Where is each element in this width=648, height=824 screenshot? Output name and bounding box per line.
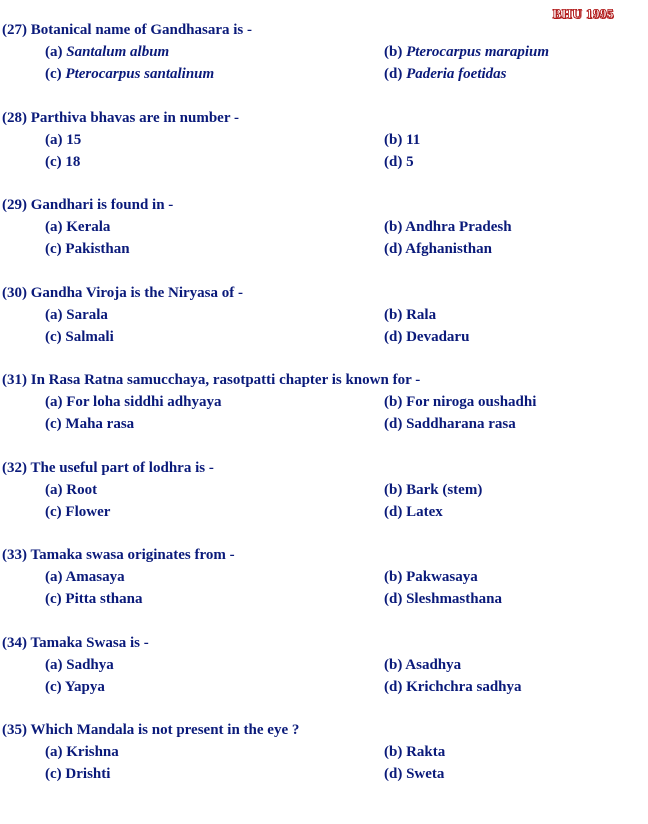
- option-value: Sadhya: [66, 656, 114, 673]
- option-value: Pterocarpus santalinum: [65, 66, 215, 82]
- option-key: (c): [45, 153, 62, 170]
- question-text: (33) Tamaka swasa originates from -: [2, 547, 235, 563]
- option-key: (d): [384, 66, 403, 82]
- option-value: Pterocarpus marapium: [406, 44, 550, 60]
- option-key: (b): [384, 481, 403, 498]
- option-key: (a): [45, 656, 63, 673]
- option-c: [45, 241, 130, 258]
- option-value: Amasaya: [65, 569, 125, 585]
- option-b: [384, 744, 445, 761]
- option-value: 5: [406, 153, 414, 170]
- option-key: (d): [384, 591, 403, 607]
- question-text: (34) Tamaka Swasa is -: [2, 634, 149, 651]
- option-key: (d): [384, 153, 403, 170]
- option-a: [45, 569, 125, 586]
- option-d: [384, 329, 469, 346]
- question-item: [0, 285, 648, 373]
- option-a: [45, 394, 221, 411]
- option-key: (b): [384, 44, 403, 60]
- exam-source-label: BHU 1995: [552, 6, 614, 21]
- option-key: (c): [45, 766, 62, 782]
- option-key: (d): [384, 416, 403, 432]
- question-text: (30) Gandha Viroja is the Niryasa of -: [2, 284, 243, 301]
- option-value: Asadhya: [405, 656, 462, 673]
- option-value: Yapya: [64, 678, 105, 695]
- option-key: (b): [384, 131, 403, 148]
- option-value: Pakwasaya: [406, 569, 478, 585]
- option-c: [45, 66, 214, 83]
- option-value: Kerala: [66, 219, 111, 235]
- option-key: (a): [45, 306, 63, 323]
- option-key: (b): [384, 656, 403, 673]
- question-text: (32) The useful part of lodhra is -: [2, 459, 214, 476]
- question-item: [0, 22, 648, 110]
- option-key: (b): [384, 219, 403, 235]
- option-key: (a): [45, 744, 63, 760]
- option-a: [45, 744, 119, 761]
- option-key: (c): [45, 66, 62, 82]
- option-key: (c): [45, 678, 62, 695]
- option-key: (d): [384, 678, 403, 695]
- question-item: [0, 635, 648, 723]
- question-text: (28) Parthiva bhavas are in number -: [2, 109, 239, 126]
- option-value: Krichchra sadhya: [406, 678, 522, 695]
- question-list: [0, 22, 648, 810]
- option-value: Santalum album: [66, 44, 170, 60]
- option-value: 18: [65, 153, 81, 170]
- option-a: [45, 44, 169, 61]
- option-value: Saddharana rasa: [406, 416, 516, 432]
- option-value: Sweta: [406, 766, 445, 782]
- option-c: [45, 679, 105, 696]
- question-text: (29) Gandhari is found in -: [2, 197, 174, 213]
- option-key: (c): [45, 503, 62, 520]
- option-value: Drishti: [65, 766, 111, 782]
- option-key: (c): [45, 241, 62, 257]
- option-value: 15: [66, 131, 82, 148]
- option-b: [384, 657, 461, 674]
- option-key: (a): [45, 394, 63, 410]
- option-value: Sleshmasthana: [406, 591, 502, 607]
- option-a: [45, 132, 81, 149]
- question-text: (27) Botanical name of Gandhasara is -: [2, 22, 253, 38]
- option-value: Salmali: [65, 328, 114, 345]
- option-value: Paderia foetidas: [406, 66, 507, 82]
- option-value: Bark (stem): [406, 481, 483, 498]
- option-b: [384, 482, 482, 499]
- option-value: 11: [406, 131, 421, 148]
- option-key: (a): [45, 219, 63, 235]
- question-item: [0, 547, 648, 635]
- option-a: [45, 482, 97, 499]
- option-b: [384, 132, 420, 149]
- option-d: [384, 766, 444, 783]
- option-c: [45, 766, 110, 783]
- option-value: Sarala: [66, 306, 108, 323]
- option-value: Rakta: [406, 744, 446, 760]
- option-key: (c): [45, 416, 62, 432]
- option-value: Andhra Pradesh: [405, 219, 512, 235]
- option-value: Latex: [406, 503, 443, 520]
- option-value: For loha siddhi adhyaya: [66, 394, 222, 410]
- option-c: [45, 416, 134, 433]
- option-value: Rala: [406, 306, 437, 323]
- option-value: Maha rasa: [65, 416, 135, 432]
- option-key: (a): [45, 569, 63, 585]
- option-key: (a): [45, 44, 63, 60]
- option-key: (c): [45, 328, 62, 345]
- question-text: (35) Which Mandala is not present in the eye ?: [2, 722, 300, 738]
- option-d: [384, 66, 507, 83]
- option-key: (a): [45, 131, 63, 148]
- option-key: (d): [384, 503, 403, 520]
- question-item: [0, 722, 648, 810]
- option-value: Root: [66, 481, 98, 498]
- option-d: [384, 416, 516, 433]
- option-value: Pitta sthana: [65, 591, 143, 607]
- option-value: For niroga oushadhi: [406, 394, 537, 410]
- option-b: [384, 219, 512, 236]
- option-key: (d): [384, 241, 403, 257]
- option-c: [45, 154, 80, 171]
- option-d: [384, 679, 522, 696]
- option-d: [384, 591, 502, 608]
- option-value: Flower: [65, 503, 111, 520]
- option-b: [384, 569, 478, 586]
- option-key: (b): [384, 306, 403, 323]
- option-c: [45, 591, 143, 608]
- option-key: (b): [384, 569, 403, 585]
- option-b: [384, 44, 549, 61]
- option-a: [45, 219, 110, 236]
- option-key: (d): [384, 328, 403, 345]
- option-key: (d): [384, 766, 403, 782]
- option-value: Devadaru: [406, 328, 470, 345]
- option-a: [45, 307, 108, 324]
- option-d: [384, 241, 492, 258]
- option-c: [45, 329, 114, 346]
- option-value: Pakisthan: [65, 241, 130, 257]
- option-key: (b): [384, 394, 403, 410]
- option-c: [45, 504, 110, 521]
- option-key: (c): [45, 591, 62, 607]
- option-key: (b): [384, 744, 403, 760]
- question-item: [0, 110, 648, 198]
- option-value: Krishna: [66, 744, 119, 760]
- option-b: [384, 307, 436, 324]
- option-b: [384, 394, 536, 411]
- option-a: [45, 657, 114, 674]
- question-item: [0, 460, 648, 548]
- option-d: [384, 504, 443, 521]
- question-item: [0, 372, 648, 460]
- option-value: Afghanisthan: [405, 241, 492, 257]
- option-key: (a): [45, 481, 63, 498]
- question-item: [0, 197, 648, 285]
- option-d: [384, 154, 414, 171]
- question-text: (31) In Rasa Ratna samucchaya, rasotpatti chapter is known for -: [2, 372, 421, 388]
